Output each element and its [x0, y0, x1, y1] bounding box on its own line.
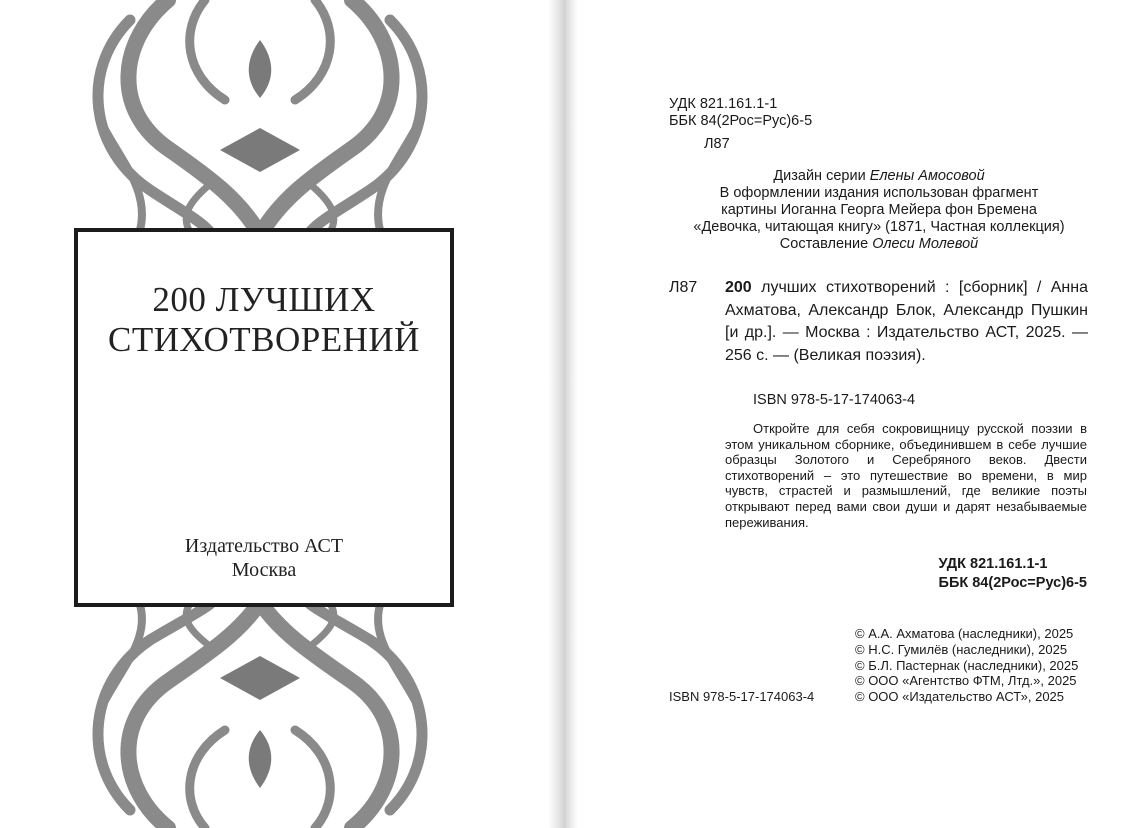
copyright-line: © Н.С. Гумилёв (наследники), 2025	[855, 641, 1068, 657]
entry-number: 200	[725, 279, 752, 296]
right-page-imprint	[578, 0, 1143, 828]
entry-text: лучших стихотворений : [сборник] / Анна Ахматова, Александр Блок, Александр Пушкин [и др.]. — Москва : Издательство АСТ, 2025. — 256 с. — (Великая поэзия).	[725, 279, 1088, 364]
udk-bold: УДК 821.161.1-1	[938, 556, 1048, 572]
design-line-2: В оформлении издания использован фрагмент	[719, 185, 1039, 201]
copyright-line: © ООО «Издательство АСТ», 2025	[855, 689, 1065, 705]
design-line-4: «Девочка, читающая книгу» (1871, Частная коллекция)	[693, 219, 1065, 235]
publisher-name: Издательство АСТ	[184, 535, 344, 557]
design-credits	[674, 168, 1084, 253]
isbn-entry: ISBN 978-5-17-174063-4	[753, 392, 916, 408]
bbk-bold: ББК 84(2Рос=Рус)6-5	[938, 575, 1087, 591]
bbk-code: ББК 84(2Рос=Рус)6-5	[669, 113, 813, 129]
design-line-3: картины Иоганна Георга Мейера фон Бремена	[721, 202, 1037, 218]
entry-author-mark: Л87	[669, 279, 698, 296]
compiler-name: Олеси Молевой	[872, 236, 979, 252]
compiler-line: Составление Олеси Молевой	[779, 236, 979, 252]
copyright-list	[855, 626, 1078, 705]
left-page-cover	[0, 0, 560, 828]
book-title: 200 ЛУЧШИХ СТИХОТВОРЕНИЙ	[108, 280, 420, 359]
udk-code: УДК 821.161.1-1	[669, 96, 778, 112]
book-spine-shadow	[548, 0, 578, 828]
copyright-line: © ООО «Агентство ФТМ, Лтд.», 2025	[855, 673, 1077, 689]
series-design-line: Дизайн серии Елены Амосовой	[773, 168, 985, 184]
udk-bbk-top	[669, 96, 812, 130]
author-mark: Л87	[704, 136, 730, 152]
publisher-city: Москва	[231, 559, 297, 581]
publisher-block	[78, 534, 450, 582]
isbn-bottom: ISBN 978-5-17-174063-4	[669, 689, 815, 704]
bibliographic-entry	[725, 277, 1088, 367]
series-designer: Елены Амосовой	[869, 168, 985, 184]
title-frame	[74, 228, 454, 607]
copyright-line: © А.А. Ахматова (наследники), 2025	[855, 626, 1074, 641]
annotation: Откройте для себя сокровищницу русской поэзии в этом уникальном сборнике, объединившем в себе лучшие образцы Золотого и Серебряного веков. Двести стихотворений – это путешествие во времени, в мир чувств, страстей и размышлений, где великие поэты открывают перед вами свои души и дарят незабываемые переживания.	[725, 421, 1087, 530]
copyright-line: © Б.Л. Пастернак (наследники), 2025	[855, 657, 1079, 673]
udk-bbk-bold	[939, 555, 1087, 593]
